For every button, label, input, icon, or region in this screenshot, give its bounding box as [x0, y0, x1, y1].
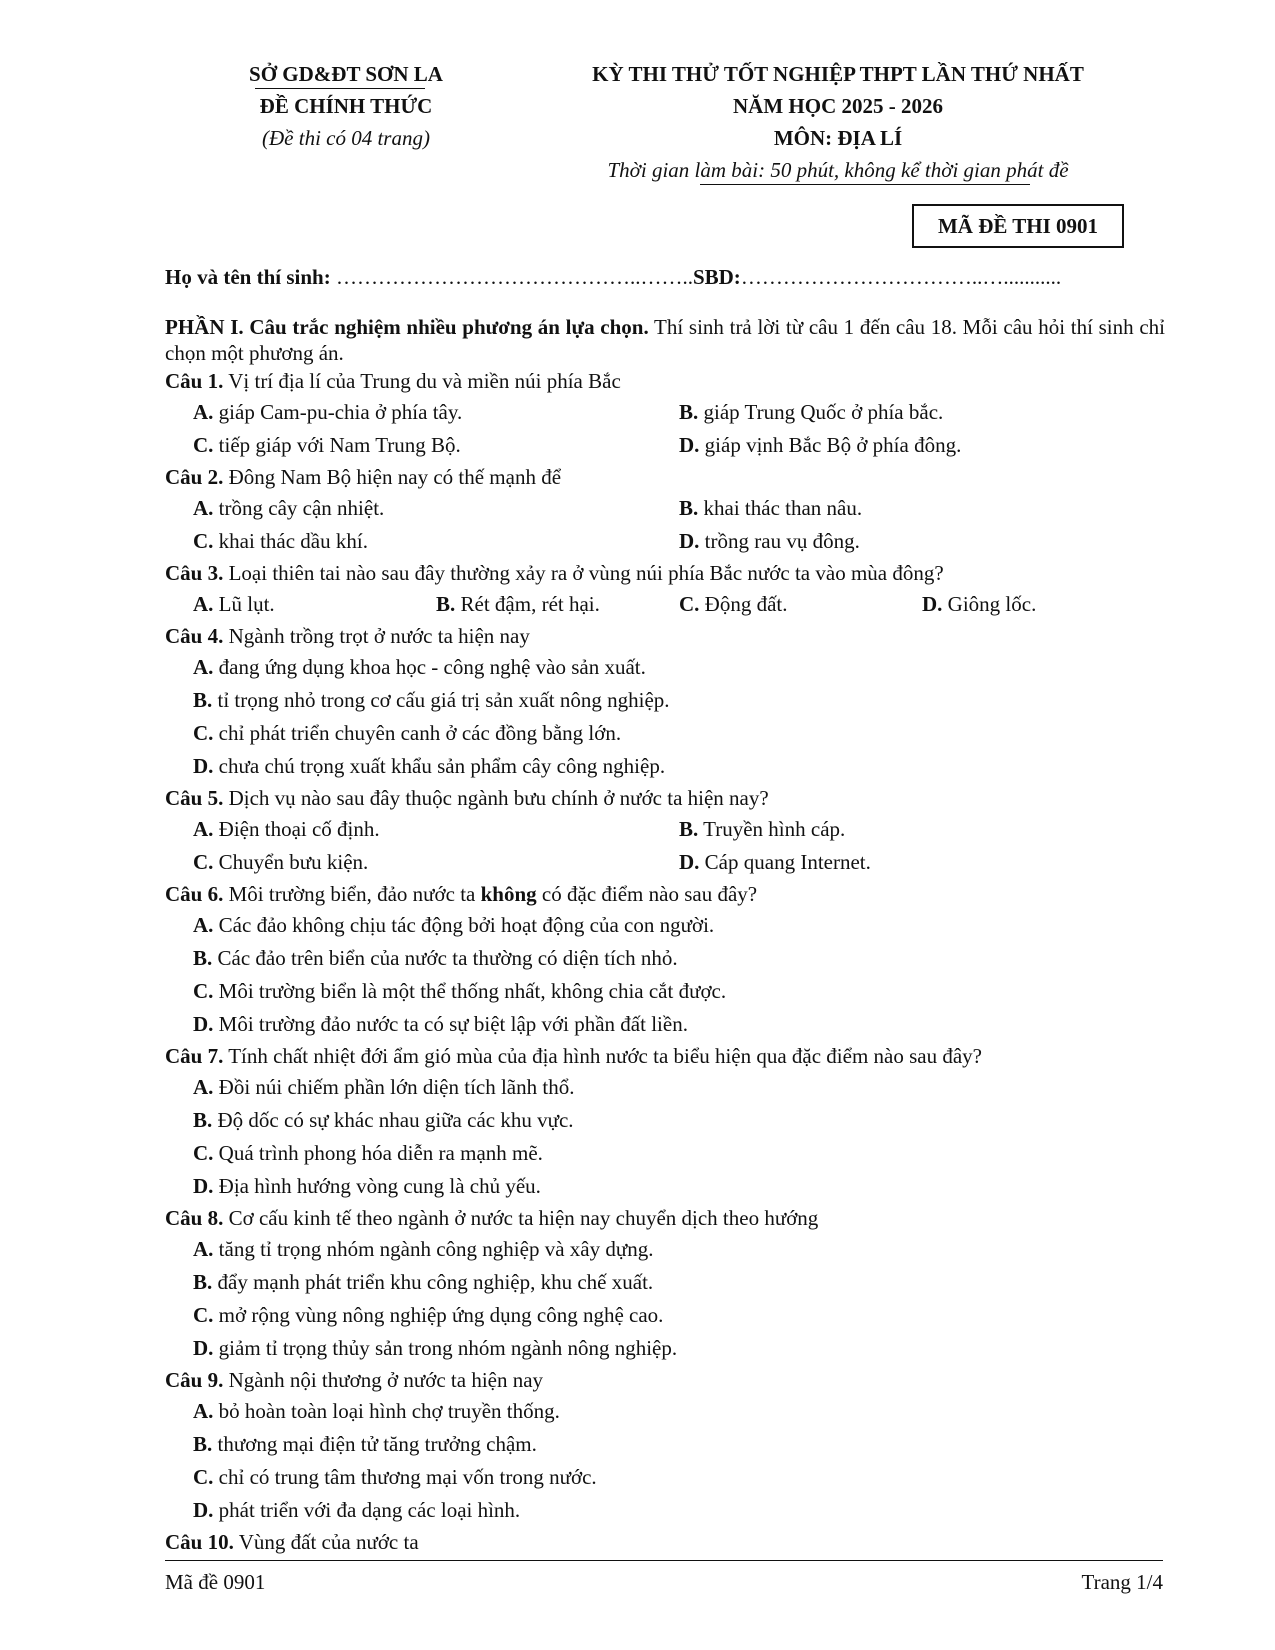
question-number: Câu 3. — [165, 561, 224, 585]
part-1-title: PHẦN I — [165, 315, 239, 339]
question-number: Câu 8. — [165, 1206, 224, 1230]
question-text: Vị trí địa lí của Trung du và miền núi phía Bắc — [223, 369, 621, 393]
option-c: C. chỉ có trung tâm thương mại vốn trong nước. — [193, 1465, 597, 1489]
options-row — [165, 588, 1165, 621]
footer-exam-code: Mã đề 0901 — [165, 1570, 266, 1594]
part-1-instructions: Thí sinh trả lời từ câu 1 đến câu 18. Mỗi câu hỏi thí sinh chỉ chọn một phương án. — [165, 315, 1165, 365]
official-label: ĐỀ CHÍNH THỨC — [259, 94, 433, 118]
question-text: Ngành nội thương ở nước ta hiện nay — [223, 1368, 544, 1392]
subject: MÔN: ĐỊA LÍ — [773, 126, 903, 150]
option-d: D. Cáp quang Internet. — [679, 850, 871, 874]
question-text: Tính chất nhiệt đới ẩm gió mùa của địa hình nước ta biểu hiện qua đặc điểm nào sau đây? — [223, 1044, 983, 1068]
header-left-rule — [255, 88, 425, 89]
question-9 — [165, 1365, 1165, 1395]
option-a: A. Đồi núi chiếm phần lớn diện tích lãnh thổ. — [193, 1075, 575, 1099]
option-b: B. Các đảo trên biển của nước ta thường có diện tích nhỏ. — [193, 946, 678, 970]
question-6 — [165, 879, 1165, 909]
option-a: A. tăng tỉ trọng nhóm ngành công nghiệp và xây dựng. — [193, 1237, 654, 1261]
student-name-dots: ……………………………………..…….. — [335, 265, 693, 289]
option-b: B. giáp Trung Quốc ở phía bắc. — [679, 400, 944, 424]
question-text: Loại thiên tai nào sau đây thường xảy ra ở vùng núi phía Bắc nước ta vào mùa đông? — [223, 561, 944, 585]
option-b: B. Truyền hình cáp. — [679, 817, 846, 841]
option-c: C. tiếp giáp với Nam Trung Bộ. — [193, 433, 461, 457]
option-a: A. trồng cây cận nhiệt. — [193, 496, 385, 520]
time-note: Thời gian làm bài: 50 phút, không kể thời gian phát đề — [607, 158, 1069, 182]
student-name-label: Họ và tên thí sinh: — [165, 265, 336, 289]
question-5 — [165, 783, 1165, 813]
question-1 — [165, 366, 1165, 396]
option-d: D. Môi trường đảo nước ta có sự biệt lập với phần đất liền. — [193, 1012, 688, 1036]
option-c: C. chỉ phát triển chuyên canh ở các đồng bằng lớn. — [193, 721, 622, 745]
footer-rule — [165, 1560, 1163, 1561]
options-row — [165, 525, 1165, 558]
option-d: D. Giông lốc. — [922, 592, 1037, 616]
sbd-label: SBD: — [692, 265, 741, 289]
option-c: C. Chuyển bưu kiện. — [193, 850, 369, 874]
option-b: B. đẩy mạnh phát triển khu công nghiệp, khu chế xuất. — [193, 1270, 654, 1294]
option-c: C. mở rộng vùng nông nghiệp ứng dụng công nghệ cao. — [193, 1303, 664, 1327]
question-number: Câu 1. — [165, 369, 224, 393]
question-text: Cơ cấu kinh tế theo ngành ở nước ta hiện nay chuyển dịch theo hướng — [223, 1206, 819, 1230]
school-year: NĂM HỌC 2025 - 2026 — [733, 94, 943, 118]
header-right — [548, 58, 1128, 186]
question-number: Câu 2. — [165, 465, 224, 489]
part-1-heading: . Câu trắc nghiệm nhiều phương án lựa chọn. — [238, 315, 649, 339]
options-row — [165, 492, 1165, 525]
option-b: B. khai thác than nâu. — [679, 496, 863, 520]
options-row — [165, 846, 1165, 879]
header-left — [186, 58, 506, 154]
option-b: B. tỉ trọng nhỏ trong cơ cấu giá trị sản xuất nông nghiệp. — [193, 688, 670, 712]
option-b: B. Rét đậm, rét hại. — [436, 592, 600, 616]
option-c: C. Động đất. — [679, 592, 788, 616]
option-a: A. giáp Cam-pu-chia ở phía tây. — [193, 400, 463, 424]
question-number: Câu 4. — [165, 624, 224, 648]
question-number: Câu 7. — [165, 1044, 224, 1068]
question-3 — [165, 558, 1165, 588]
option-b: B. thương mại điện tử tăng trưởng chậm. — [193, 1432, 537, 1456]
option-d: D. trồng rau vụ đông. — [679, 529, 860, 553]
option-d: D. giáp vịnh Bắc Bộ ở phía đông. — [679, 433, 962, 457]
option-c: C. Quá trình phong hóa diễn ra mạnh mẽ. — [193, 1141, 543, 1165]
department-name: SỞ GD&ĐT SƠN LA — [249, 62, 443, 86]
option-d: D. Địa hình hướng vòng cung là chủ yếu. — [193, 1174, 541, 1198]
pages-note: (Đề thi có 04 trang) — [262, 126, 430, 150]
header-right-rule — [700, 184, 1030, 185]
exam-code-box: MÃ ĐỀ THI 0901 — [912, 204, 1124, 248]
option-b: B. Độ dốc có sự khác nhau giữa các khu vực. — [193, 1108, 574, 1132]
option-a: A. Các đảo không chịu tác động bởi hoạt động của con người. — [193, 913, 715, 937]
option-a: A. Lũ lụt. — [193, 592, 275, 616]
options-row — [165, 429, 1165, 462]
question-emphasis: không — [480, 882, 537, 906]
option-c: C. Môi trường biển là một thể thống nhất, không chia cắt được. — [193, 979, 727, 1003]
footer-page-number: Trang 1/4 — [1081, 1570, 1163, 1594]
question-number: Câu 9. — [165, 1368, 224, 1392]
sbd-dots: ……………………………..…........... — [740, 265, 1062, 289]
question-4 — [165, 621, 1165, 651]
options-row — [165, 396, 1165, 429]
question-number: Câu 5. — [165, 786, 224, 810]
option-a: A. bỏ hoàn toàn loại hình chợ truyền thống. — [193, 1399, 560, 1423]
exam-title: KỲ THI THỬ TỐT NGHIỆP THPT LẦN THỨ NHẤT — [592, 62, 1084, 86]
option-a: A. đang ứng dụng khoa học - công nghệ vào sản xuất. — [193, 655, 646, 679]
student-info-line — [165, 262, 1165, 292]
option-c: C. khai thác dầu khí. — [193, 529, 368, 553]
exam-content — [165, 314, 1165, 1557]
option-a: A. Điện thoại cố định. — [193, 817, 380, 841]
option-d: D. giảm tỉ trọng thủy sản trong nhóm ngành nông nghiệp. — [193, 1336, 678, 1360]
question-number: Câu 10. — [165, 1530, 234, 1554]
question-7 — [165, 1041, 1165, 1071]
question-text-end: có đặc điểm nào sau đây? — [536, 882, 758, 906]
question-text: Ngành trồng trọt ở nước ta hiện nay — [223, 624, 530, 648]
question-10 — [165, 1527, 1165, 1557]
question-text: Môi trường biển, đảo nước ta — [223, 882, 481, 906]
question-text: Dịch vụ nào sau đây thuộc ngành bưu chính ở nước ta hiện nay? — [223, 786, 769, 810]
question-8 — [165, 1203, 1165, 1233]
option-d: D. chưa chú trọng xuất khẩu sản phẩm cây công nghiệp. — [193, 754, 666, 778]
question-text: Vùng đất của nước ta — [233, 1530, 419, 1554]
part-1-intro — [165, 314, 1165, 366]
options-row — [165, 813, 1165, 846]
option-d: D. phát triển với đa dạng các loại hình. — [193, 1498, 521, 1522]
question-text: Đông Nam Bộ hiện nay có thế mạnh để — [223, 465, 562, 489]
question-2 — [165, 462, 1165, 492]
question-number: Câu 6. — [165, 882, 224, 906]
